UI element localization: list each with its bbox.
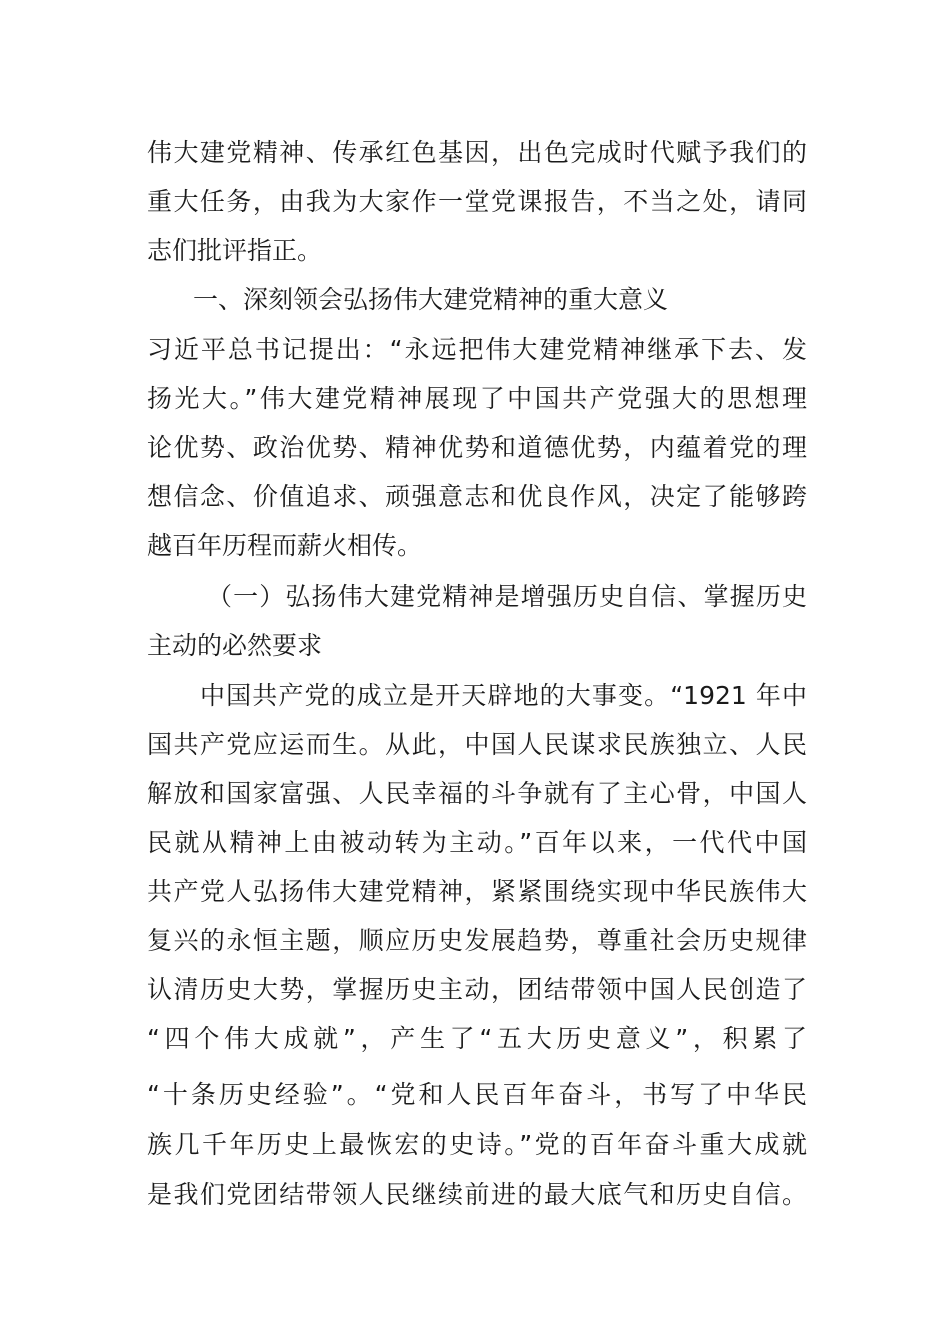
paragraph-line: 共产党人弘扬伟大建党精神，紧紧围绕实现中华民族伟大 [147,877,807,906]
paragraph-line: 复兴的永恒主题，顺应历史发展趋势，尊重社会历史规律 [147,926,807,955]
paragraph-line: 中国共产党的成立是开天辟地的大事变。“1921 年中 [200,681,807,710]
paragraph-line: 习近平总书记提出：“永远把伟大建党精神继承下去、发 [147,335,807,364]
subsection-heading: 主动的必然要求 [147,631,323,660]
paragraph-line: “十条历史经验”。“党和人民百年奋斗，书写了中华民 [147,1080,807,1109]
paragraph-line: 国共产党应运而生。从此，中国人民谋求民族独立、人民 [147,730,807,759]
paragraph-line: 族几千年历史上最恢宏的史诗。”党的百年奋斗重大成就 [147,1130,807,1159]
paragraph-line: 论优势、政治优势、精神优势和道德优势，内蕴着党的理 [147,433,807,462]
paragraph-line: 解放和国家富强、人民幸福的斗争就有了主心骨，中国人 [147,779,807,808]
paragraph-line: 扬光大。”伟大建党精神展现了中国共产党强大的思想理 [147,384,807,413]
section-heading: 一、深刻领会弘扬伟大建党精神的重大意义 [193,285,669,314]
paragraph-line: 认清历史大势，掌握历史主动，团结带领中国人民创造了 [147,975,807,1004]
intro-line: 重大任务，由我为大家作一堂党课报告，不当之处，请同 [147,187,807,216]
subsection-heading: （一）弘扬伟大建党精神是增强历史自信、掌握历史 [207,582,807,611]
paragraph-line: 是我们党团结带领人民继续前进的最大底气和历史自信。 [147,1180,807,1209]
paragraph-line: 越百年历程而薪火相传。 [147,531,423,560]
paragraph-line: 民就从精神上由被动转为主动。”百年以来，一代代中国 [147,828,807,857]
intro-line: 伟大建党精神、传承红色基因，出色完成时代赋予我们的 [147,138,807,167]
paragraph-line: “四个伟大成就”，产生了“五大历史意义”，积累了 [147,1024,807,1053]
intro-line: 志们批评指正。 [147,236,323,265]
paragraph-line: 想信念、价值追求、顽强意志和优良作风，决定了能够跨 [147,482,807,511]
